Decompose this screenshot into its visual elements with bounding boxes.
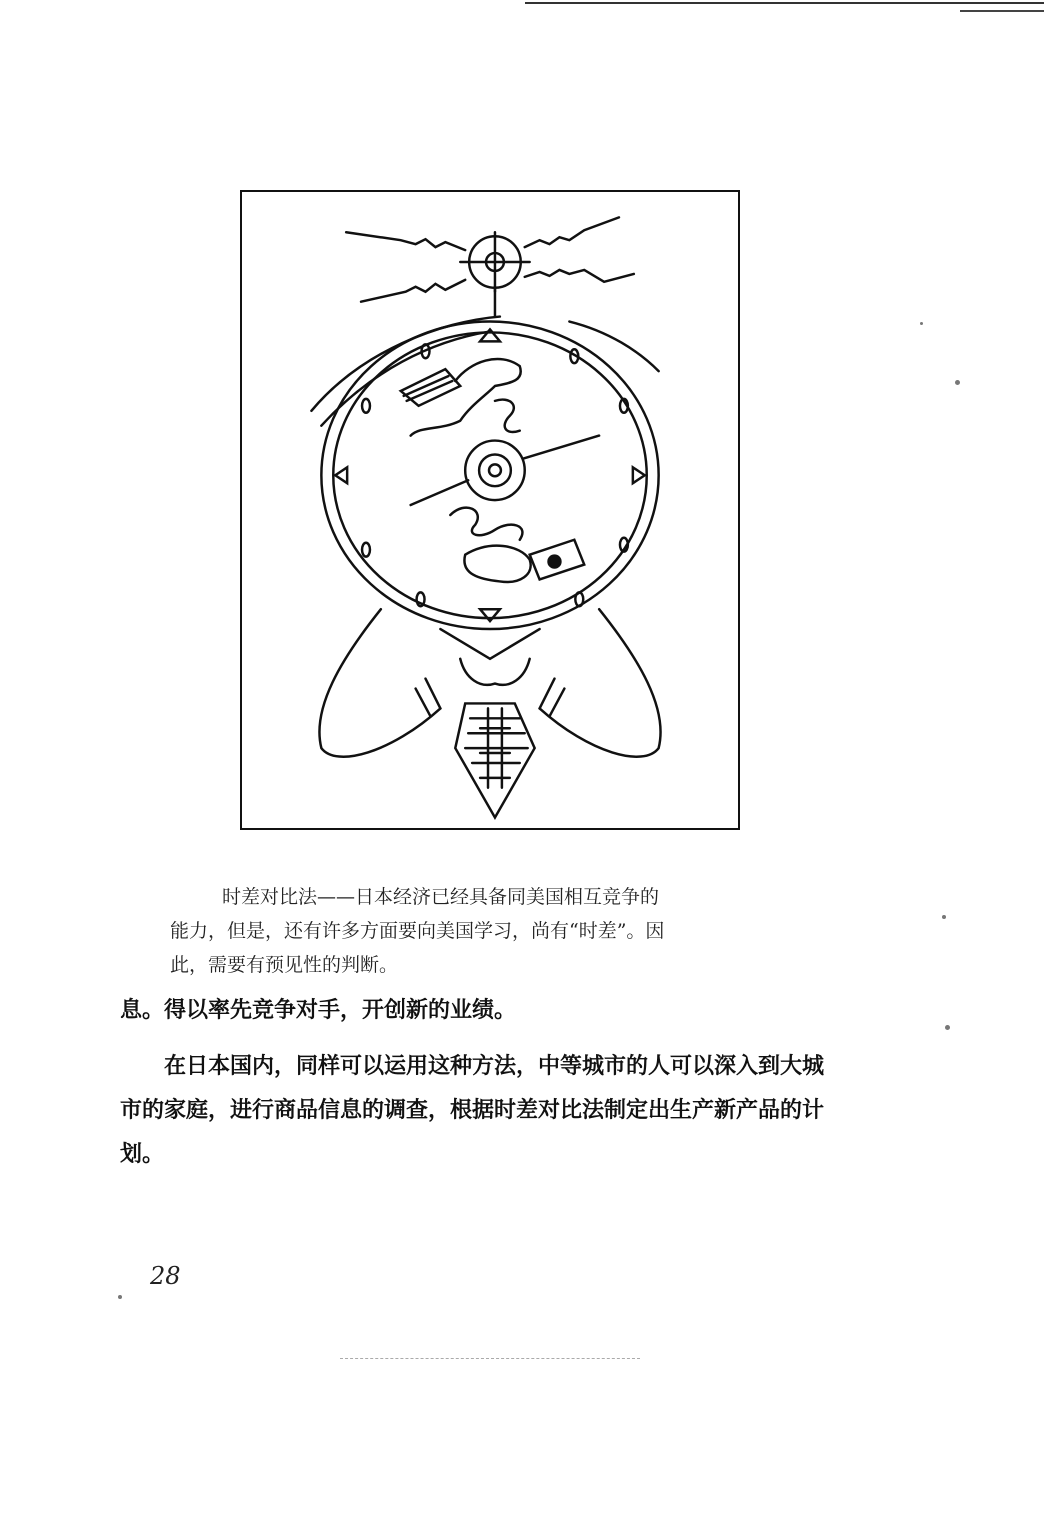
caption-line: 能力，但是，还有许多方面要向美国学习，尚有“时差”。因 bbox=[170, 920, 665, 942]
top-rule bbox=[525, 2, 1044, 4]
bottom-dash-line bbox=[340, 1358, 640, 1360]
figure-caption bbox=[170, 880, 790, 982]
clock-illustration-icon bbox=[242, 192, 738, 828]
top-rule-short bbox=[960, 10, 1044, 12]
tie-icon bbox=[455, 703, 534, 817]
caption-line: 时差对比法——日本经济已经具备同美国相互竞争的 bbox=[222, 886, 660, 908]
paragraph: 息。得以率先竞争对手，开创新的业绩。 bbox=[120, 997, 517, 1023]
cartoon-figure bbox=[240, 190, 740, 830]
caption-line: 此，需要有预见性的判断。 bbox=[170, 954, 399, 976]
center-dial bbox=[465, 441, 525, 501]
page-number: 28 bbox=[150, 1262, 181, 1290]
paragraph: 在日本国内，同样可以运用这种方法，中等城市的人可以深入到大城市的家庭，进行商品信息的调查，根据时差对比法制定出生产新产品的计划。 bbox=[120, 1053, 825, 1167]
body-text bbox=[120, 988, 840, 1176]
